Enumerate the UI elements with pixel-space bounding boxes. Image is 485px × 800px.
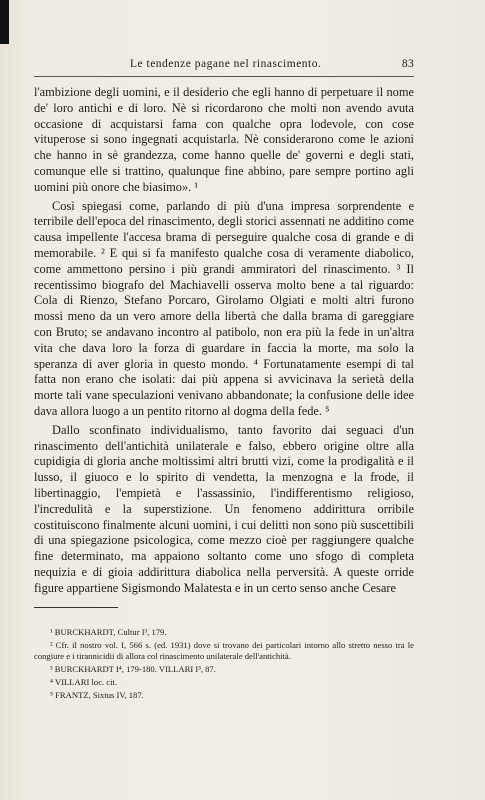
footnote-3: ³ BURCKHARDT I⁴, 179-180. VILLARI I³, 87. <box>50 664 216 674</box>
footnotes <box>34 627 414 703</box>
paragraph-1: l'ambizione degli uomini, e il desiderio che egli hanno di perpetuare il nome de' loro antichi e di loro. Nè si ricordarono che molti non avendo avuta occasione di acquistarsi fama con qualche opra lodevole, con cose vituperose si sono ingegnati acquistarla. Nè considerarono come le azioni che hanno in sè grandezza, come hanno quelle de' governi e degli stati, comunque elle si trattino, qualunque fine abbino, pare sempre portino agli uomini più onore che biasimo». ¹ <box>34 85 414 194</box>
footnote-1: ¹ BURCKHARDT, Cultur I³, 179. <box>50 627 167 637</box>
page-number: 83 <box>401 58 414 70</box>
footnote-5: ⁵ FRANTZ, Sixtus IV, 187. <box>50 690 144 700</box>
paragraph-2: Così spiegasi come, parlando di più d'una impresa sorprendente e terribile dell'epoca del rinascimento, degli storici assennati ne additino come causa impellente l'accesa brama di perseguire qualche cosa di grande e di memorabile. ² E qui si fa manifesto qualche cosa di veramente diabolico, come ammettono persino i più grandi ammiratori del rinascimento. ³ Il recentissimo biografo del Machiavelli osserva molto bene a tal riguardo: Cola di Rienzo, Stefano Porcaro, Girolamo Olgiati e molti altri furono mossi meno da un vero amore della libertà che dalla brama di gareggiare con Bruto; se andavano incontro al patibolo, non era più la fede in un'altra vita che dava loro la forza di guardare in faccia la morte, ma solo la speranza di aver gloria in questo mondo. ⁴ Fortunatamente esempi di tal fatta non erano che isolati: dai più appena si avvicinava la serietà della morte tali vane speculazioni venivano abbandonate; la confusione delle idee dava allora luogo a un pentito ritorno al dogma della fede. ⁵ <box>34 198 414 418</box>
running-title: Le tendenze pagane nel rinascimento. <box>130 58 322 70</box>
footnote-2: ² Cfr. il nostro vol. I, 566 s. (ed. 1931) dove si trovano dei particolari intorno allo stretto nesso tra le congiure e i tirannicidii di allora col rinascimento unilaterale dell'antichità. <box>34 640 414 661</box>
header-rule <box>34 76 414 77</box>
body-text <box>34 85 414 597</box>
footnote-rule <box>34 607 118 608</box>
scan-edge-mark <box>0 0 9 44</box>
footnote-4: ⁴ VILLARI loc. cit. <box>50 677 118 687</box>
paragraph-3: Dallo sconfinato individualismo, tanto favorito dai seguaci d'un rinascimento dell'antichità unilaterale e falso, ebbero origine oltre alla cupidigia di gloria anche moltissimi altri brutti vizi, come la prodigalità e il lusso, il giuoco e lo spirito di vendetta, la menzogna e la frode, il libertinaggio, l'empietà e l'assassinio, l'indifferentismo religioso, l'incredulità e la superstizione. Un fenomeno addirittura orribile costituiscono finalmente alcuni uomini, i cui delitti non sono più suscettibili di una spiegazione psicologica, come mezzo cioè per raggiungere qualche fine determinato, ma appaiono soltanto come uno sfogo di completa nequizia e di gioia addirittura diabolica nella perversità. A queste orride figure appartiene Sigismondo Malatesta e in un certo senso anche Cesare <box>34 422 414 595</box>
running-header <box>34 58 414 70</box>
